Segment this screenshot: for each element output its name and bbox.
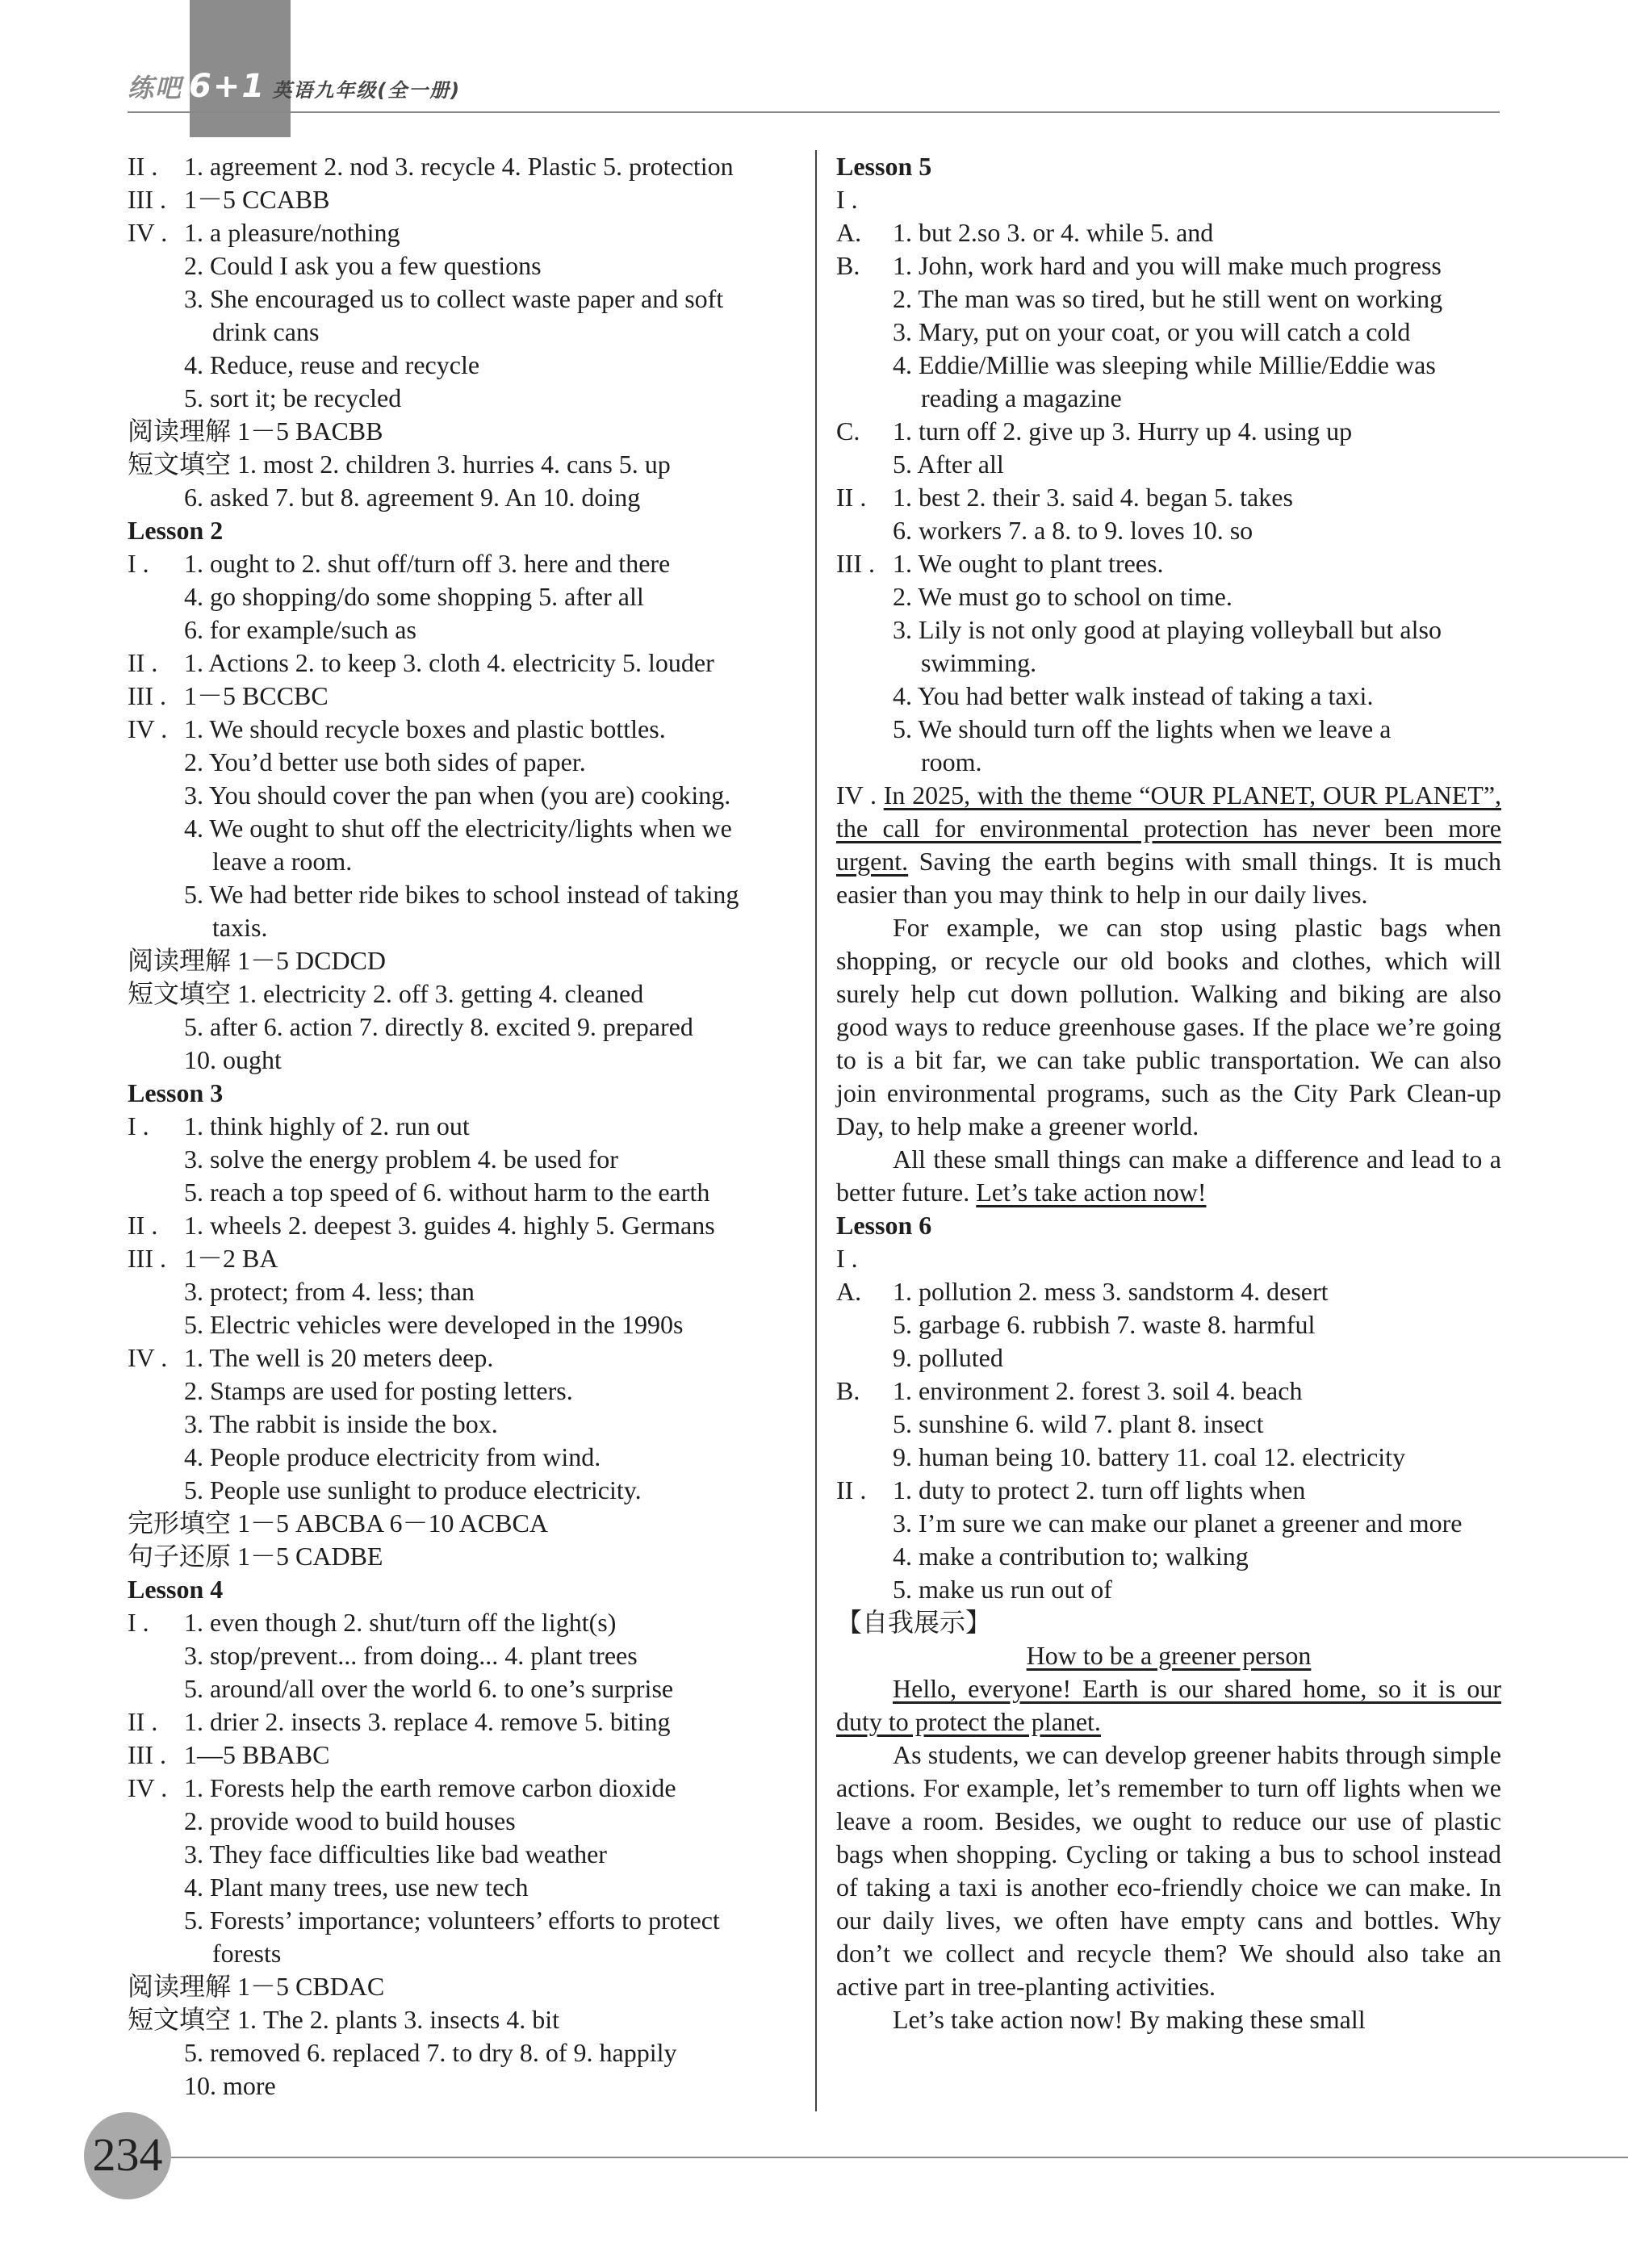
self-show-heading: 【自我展示】 [836, 1608, 992, 1637]
answer-row: 5. We had better ride bikes to school instead of taking [184, 880, 739, 909]
answer-row [128, 1110, 797, 1143]
writing-paragraph: For example, we can stop using plastic bags when shopping, or recycle our old books and clothes, which will surely help cut down pollution. Walking and biking are also good ways to reduce greenhouse gases. If the place we’re going to is a bit far, we can take public transportation. We can also join environmental programs, such as the City Park Clean-up Day, to help make a greener world. [836, 913, 1501, 1140]
answer-row: leave a room. [212, 847, 353, 876]
answer-text: 1. even though 2. shut/turn off the light(s) [184, 1608, 617, 1637]
answer-row: 5. garbage 6. rubbish 7. waste 8. harmful [893, 1310, 1316, 1339]
answer-row: 短文填空 1. The 2. plants 3. insects 4. bit [128, 2005, 560, 2034]
section-number: II . [128, 152, 158, 181]
section-number: II . [128, 1707, 158, 1736]
answer-row: 2. We must go to school on time. [893, 582, 1233, 611]
answer-row: 4. Plant many trees, use new tech [184, 1873, 529, 1902]
answer-row [128, 547, 797, 580]
answer-row: 4. People produce electricity from wind. [184, 1442, 601, 1471]
answer-text: 1. wheels 2. deepest 3. guides 4. highly 5. Germans [184, 1211, 715, 1240]
answer-row: 短文填空 1. most 2. children 3. hurries 4. cans 5. up [128, 450, 671, 479]
answer-row [836, 249, 1501, 282]
answer-row [836, 1474, 1501, 1507]
answer-row: 5. reach a top speed of 6. without harm to the earth [184, 1178, 710, 1207]
answer-row: 5. around/all over the world 6. to one’s surprise [184, 1674, 674, 1703]
answer-row: 3. Lily is not only good at playing volleyball but also [893, 615, 1442, 644]
section-number: IV . [128, 714, 168, 743]
section-number: III . [128, 681, 166, 710]
answer-row [836, 216, 1501, 249]
section-number: B. [836, 1376, 860, 1405]
brand-name: 6+1 [189, 68, 266, 105]
answer-row: 5. removed 6. replaced 7. to dry 8. of 9. happily [184, 2038, 677, 2067]
writing-paragraph [836, 779, 1501, 911]
answer-row [128, 1739, 797, 1772]
answer-row: room. [921, 747, 982, 776]
answer-text: 1. duty to protect 2. turn off lights when [893, 1475, 1306, 1504]
answer-text: 1. The well is 20 meters deep. [184, 1343, 494, 1372]
lesson-heading: Lesson 5 [836, 152, 932, 181]
answer-row: 3. protect; from 4. less; than [184, 1277, 475, 1306]
footer-rule [171, 2157, 1628, 2158]
section-number: B. [836, 251, 860, 280]
answer-row: 2. Stamps are used for posting letters. [184, 1376, 573, 1405]
answer-text: 1. a pleasure/nothing [184, 218, 400, 247]
answer-row: 3. She encouraged us to collect waste paper and soft [184, 284, 724, 313]
answer-row: 5. make us run out of [893, 1575, 1112, 1604]
answer-text: 1. environment 2. forest 3. soil 4. beach [893, 1376, 1303, 1405]
answer-row: 5. People use sunlight to produce electricity. [184, 1475, 642, 1504]
section-number: I . [128, 1111, 149, 1140]
answer-row: 2. provide wood to build houses [184, 1806, 516, 1835]
answer-text: 1. but 2.so 3. or 4. while 5. and [893, 218, 1214, 247]
underlined-sentence: Let’s take action now! [976, 1178, 1207, 1207]
section-number: II . [836, 483, 867, 512]
answer-text: 1. Actions 2. to keep 3. cloth 4. electricity 5. louder [184, 648, 714, 677]
answer-row: 5. sort it; be recycled [184, 383, 402, 412]
answer-row: 5. After all [893, 450, 1004, 479]
essay-paragraph: Let’s take action now! By making these small [893, 2005, 1366, 2034]
answer-row [128, 680, 797, 713]
answer-row: 6. asked 7. but 8. agreement 9. An 10. doing [184, 483, 641, 512]
section-number: IV . [128, 1773, 168, 1802]
section-number: IV . [128, 1343, 168, 1372]
answer-row: 6. workers 7. a 8. to 9. loves 10. so [893, 516, 1253, 545]
section-number: II . [128, 1211, 158, 1240]
answer-row [836, 1275, 1501, 1308]
answer-row: 4. make a contribution to; walking [893, 1542, 1249, 1571]
answer-row: 阅读理解 1－5 DCDCD [128, 946, 387, 975]
writing-paragraph [836, 1143, 1501, 1209]
essay-paragraph [836, 1672, 1501, 1739]
answer-row [128, 1341, 797, 1375]
answer-row: 4. We ought to shut off the electricity/lights when we [184, 814, 732, 843]
answer-row: 完形填空 1－5 ABCBA 6－10 ACBCA [128, 1509, 548, 1538]
answer-row: 10. ought [184, 1045, 282, 1074]
answer-row [128, 1209, 797, 1242]
page-header [0, 0, 1628, 113]
answer-text: 1. pollution 2. mess 3. sandstorm 4. desert [893, 1277, 1329, 1306]
answer-row: 3. They face difficulties like bad weather [184, 1839, 607, 1868]
answer-row [128, 150, 797, 183]
answer-row: 5. sunshine 6. wild 7. plant 8. insect [893, 1409, 1264, 1438]
header-title [128, 68, 461, 105]
answer-row: forests [212, 1939, 282, 1968]
answer-row [128, 1606, 797, 1639]
answer-row [128, 216, 797, 249]
answer-row: reading a magazine [921, 383, 1122, 412]
answer-row [128, 1242, 797, 1275]
section-number: A. [836, 1277, 862, 1306]
answer-text: 1. agreement 2. nod 3. recycle 4. Plastic 5. protection [184, 152, 734, 181]
answer-row: 9. human being 10. battery 11. coal 12. electricity [893, 1442, 1406, 1471]
page-number: 234 [92, 2128, 163, 2181]
answer-text: 1. ought to 2. shut off/turn off 3. here and there [184, 549, 671, 578]
answer-row: 句子还原 1－5 CADBE [128, 1542, 383, 1571]
answer-row: 9. polluted [893, 1343, 1003, 1372]
answer-row: 2. The man was so tired, but he still went on working [893, 284, 1443, 313]
section-number: IV . [128, 218, 168, 247]
answer-row: swimming. [921, 648, 1037, 677]
essay-title-text: How to be a greener person [1026, 1641, 1312, 1670]
answer-row [128, 1772, 797, 1805]
answer-row: 2. You’d better use both sides of paper. [184, 747, 586, 776]
section-number: II . [836, 1475, 867, 1504]
answer-row: 4. go shopping/do some shopping 5. after all [184, 582, 644, 611]
column-divider [815, 150, 817, 2111]
paragraph-text: Saving the earth begins with small things. It is much easier than you may think to help in our daily lives. [836, 847, 1501, 909]
section-number: I . [836, 185, 858, 214]
book-name: 英语九年级 [272, 79, 378, 102]
answer-row: 10. more [184, 2071, 276, 2100]
answer-row: 3. solve the energy problem 4. be used for [184, 1144, 618, 1174]
paragraph-text: All these small things can make a difference and lead to a better future. [836, 1144, 1501, 1207]
section-number: IV . [836, 780, 877, 810]
answer-row: 5. Forests’ importance; volunteers’ efforts to protect [184, 1906, 720, 1935]
answer-row: 2. Could I ask you a few questions [184, 251, 542, 280]
underlined-sentence: Hello, everyone! Earth is our shared home, so it is our duty to protect the planet. [836, 1674, 1501, 1736]
lesson-heading: Lesson 3 [128, 1078, 224, 1107]
right-column [836, 150, 1501, 2036]
answer-row: 3. The rabbit is inside the box. [184, 1409, 498, 1438]
answer-text: 1－2 BA [184, 1244, 278, 1273]
section-number: III . [128, 185, 166, 214]
answer-text: 1—5 BBABC [184, 1740, 330, 1769]
answer-text: 1. think highly of 2. run out [184, 1111, 470, 1140]
section-number: A. [836, 218, 862, 247]
answer-row: 3. Mary, put on your coat, or you will catch a cold [893, 317, 1411, 346]
essay-title [836, 1639, 1501, 1672]
section-number: C. [836, 416, 860, 446]
answer-row [128, 713, 797, 746]
answer-row: drink cans [212, 317, 320, 346]
section-number: III . [128, 1244, 166, 1273]
answer-row: 阅读理解 1－5 CBDAC [128, 1972, 385, 2001]
answer-text: 1－5 CCABB [184, 185, 330, 214]
answer-text: 1－5 BCCBC [184, 681, 329, 710]
lesson-heading: Lesson 2 [128, 516, 224, 545]
answer-row [836, 547, 1501, 580]
answer-text: 1. John, work hard and you will make much progress [893, 251, 1442, 280]
section-number: I . [128, 1608, 149, 1637]
section-number: I . [836, 1244, 858, 1273]
section-number: III . [128, 1740, 166, 1769]
underlined-sentence: In 2025, with the theme “OUR PLANET, OUR PLANET”, the call for environmental protection has never been more urgent. [836, 780, 1502, 876]
answer-text: 1. We should recycle boxes and plastic bottles. [184, 714, 666, 743]
series-name: 练吧 [128, 73, 183, 103]
answer-row: 4. Eddie/Millie was sleeping while Millie/Eddie was [893, 350, 1436, 379]
answer-row: 3. You should cover the pan when (you are) cooking. [184, 780, 731, 810]
answer-row: taxis. [212, 913, 268, 942]
answer-row: 4. Reduce, reuse and recycle [184, 350, 480, 379]
lesson-heading: Lesson 4 [128, 1575, 224, 1604]
answer-row: 4. You had better walk instead of taking a taxi. [893, 681, 1374, 710]
essay-paragraph: As students, we can develop greener habits through simple actions. For example, let’s remember to turn off lights when we leave a room. Besides, we ought to reduce our use of plastic bags when shopping. Cycling or taking a bus to school instead of taking a taxi is another eco-friendly choice we can make. In our daily lives, we often have empty cans and bottles. Why don’t we collect and recycle them? We should also take an active part in tree-planting activities. [836, 1740, 1501, 2001]
answer-text: 1. turn off 2. give up 3. Hurry up 4. using up [893, 416, 1353, 446]
section-number: II . [128, 648, 158, 677]
answer-row: 短文填空 1. electricity 2. off 3. getting 4. cleaned [128, 979, 644, 1008]
answer-text: 1. Forests help the earth remove carbon dioxide [184, 1773, 676, 1802]
answer-row [836, 481, 1501, 514]
answer-row [128, 183, 797, 216]
answer-row: 阅读理解 1－5 BACBB [128, 416, 383, 446]
answer-row [128, 1705, 797, 1739]
answer-row: 5. Electric vehicles were developed in the 1990s [184, 1310, 684, 1339]
left-column [128, 150, 797, 2103]
answer-text: 1. best 2. their 3. said 4. began 5. takes [893, 483, 1293, 512]
answer-row: 3. stop/prevent... from doing... 4. plant trees [184, 1641, 638, 1670]
answer-row [836, 415, 1501, 448]
section-number: I . [128, 549, 149, 578]
answer-row: 5. after 6. action 7. directly 8. excited 9. prepared [184, 1012, 693, 1041]
answer-row: 5. We should turn off the lights when we leave a [893, 714, 1392, 743]
answer-text: 1. drier 2. insects 3. replace 4. remove 5. biting [184, 1707, 671, 1736]
lesson-heading: Lesson 6 [836, 1211, 932, 1240]
section-number: III . [836, 549, 875, 578]
answer-row: 3. I’m sure we can make our planet a greener and more [893, 1509, 1463, 1538]
answer-text: 1. We ought to plant trees. [893, 549, 1164, 578]
answer-row [836, 1375, 1501, 1408]
answer-row: 6. for example/such as [184, 615, 416, 644]
answer-row [128, 647, 797, 680]
volume-name: (全一册) [377, 79, 462, 102]
header-rule [128, 111, 1500, 113]
